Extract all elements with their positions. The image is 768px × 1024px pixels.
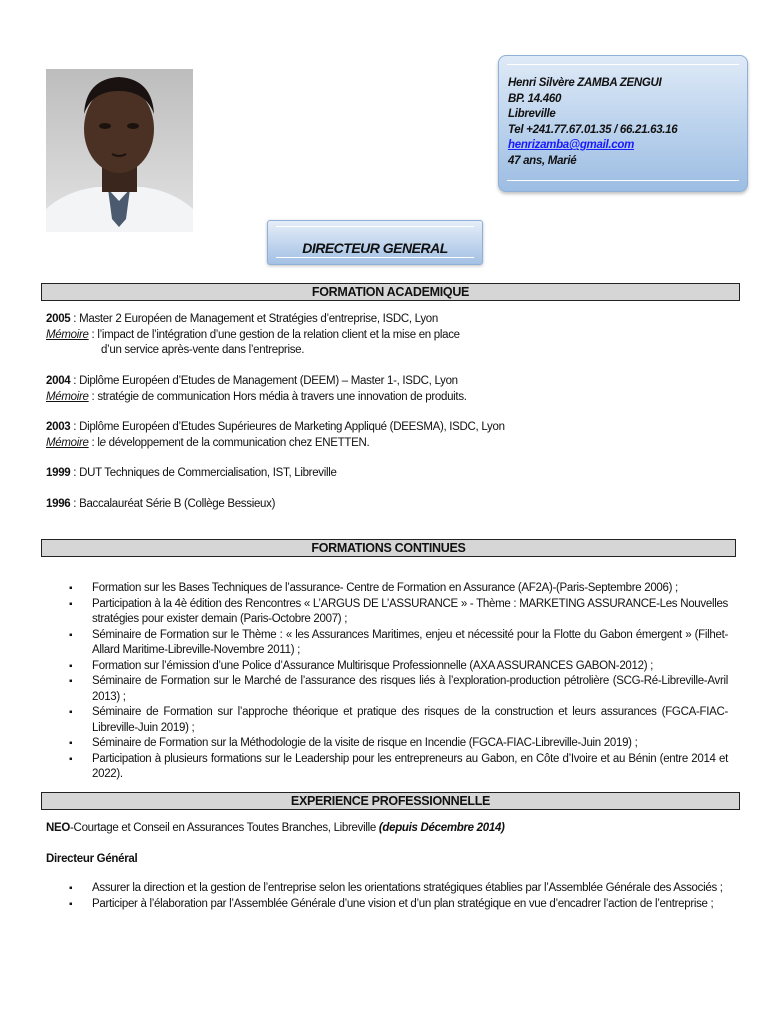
memoire-continuation: d’un service après-vente dans l’entreprise. bbox=[101, 344, 305, 356]
contact-name: Henri Silvère ZAMBA ZENGUI bbox=[508, 77, 662, 89]
academic-entry-1999 bbox=[46, 466, 746, 482]
profile-photo bbox=[46, 69, 193, 232]
entry-text: : Baccalauréat Série B (Collège Bessieux) bbox=[70, 498, 276, 510]
list-item: ▪ Séminaire de Formation sur le Thème : « les Assurances Maritimes, enjeu et nécessité pour la Flotte du Gabon émergent » (Filhet-Allard Maritime-Libreville-Novembre 2011) ; bbox=[46, 628, 728, 659]
contact-age: 47 ans, Marié bbox=[508, 154, 577, 167]
list-item: ▪ Participation à la 4è édition des Rencontres « L’ARGUS DE L’ASSURANCE » - Thème : MARKETING ASSURANCE-Les Nouvelles stratégies pour exister demain (Paris-Octobre 2007) ; bbox=[46, 597, 728, 628]
contact-bottom-rule bbox=[507, 180, 739, 181]
memoire-italic: e bbox=[99, 436, 106, 449]
formations-continues-list bbox=[46, 581, 728, 783]
memoire-rest: développement de la communication chez ENETTEN. bbox=[105, 436, 370, 449]
title-top-rule bbox=[276, 226, 474, 227]
company-name: NEO bbox=[46, 822, 71, 834]
entry-text: : Master 2 Européen de Management et Stratégies d’entreprise, ISDC, Lyon bbox=[70, 313, 438, 325]
list-item: ▪ Formation sur l’émission d’une Police d’Assurance Multirisque Professionnelle (AXA ASSURANCES GABON-2012) ; bbox=[46, 659, 728, 675]
list-item: ▪ Formation sur les Bases Techniques de l’assurance- Centre de Formation en Assurance (AF2A)-(Paris-Septembre 2006) ; bbox=[46, 581, 728, 597]
entry-text: : Diplôme Européen d’Etudes de Management (DEEM) – Master 1-, ISDC, Lyon bbox=[70, 375, 458, 387]
academic-entry-2005 bbox=[46, 312, 746, 359]
job-title-box bbox=[267, 220, 483, 265]
entry-text: : Diplôme Européen d’Etudes Supérieures de Marketing Appliqué (DEESMA), ISDC, Lyon bbox=[70, 421, 505, 433]
memoire-label: Mémoire bbox=[46, 436, 89, 449]
academic-entry-2004 bbox=[46, 374, 746, 405]
contact-top-rule bbox=[507, 64, 739, 65]
list-item: ▪ Séminaire de Formation sur l’approche théorique et pratique des risques de la construction et leurs assurances (FGCA-FIAC-Libreville-Juin 2019) ; bbox=[46, 705, 728, 736]
memoire-label: Mémoire bbox=[46, 328, 89, 341]
section-heading-experience: EXPERIENCE PROFESSIONNELLE bbox=[41, 792, 740, 810]
academic-entry-2003 bbox=[46, 420, 746, 451]
entry-text: : DUT Techniques de Commercialisation, IST, Libreville bbox=[70, 467, 337, 479]
entry-year: 1996 bbox=[46, 498, 71, 510]
contact-lines bbox=[508, 76, 677, 169]
contact-email-link[interactable]: henrizamba@gmail.com bbox=[508, 139, 634, 151]
contact-bp: BP. 14.460 bbox=[508, 92, 562, 105]
list-item: ▪ Assurer la direction et la gestion de l’entreprise selon les orientations stratégiques établies par l’Assemblée Générale des Associés ; bbox=[46, 881, 728, 897]
list-item: ▪ Participer à l’élaboration par l’Assemblée Générale d’une vision et d’un plan stratégique en vue d’encadrer l’action de l’entreprise ; bbox=[46, 897, 728, 913]
list-item: ▪ Participation à plusieurs formations sur le Leadership pour les entrepreneurs au Gabon, en Côte d’Ivoire et au Bénin (entre 2014 et 2022). bbox=[46, 752, 728, 783]
company-description: -Courtage et Conseil en Assurances Toutes Branches, Libreville bbox=[70, 822, 379, 834]
section-heading-formation-academique: FORMATION ACADEMIQUE bbox=[41, 283, 740, 301]
title-bottom-rule bbox=[276, 257, 474, 258]
list-item: ▪ Séminaire de Formation sur la Méthodologie de la visite de risque en Incendie (FGCA-FIAC-Libreville-Juin 2019) ; bbox=[46, 736, 728, 752]
entry-year: 1999 bbox=[46, 467, 71, 479]
contact-tel: Tel +241.77.67.01.35 / 66.21.63.16 bbox=[508, 123, 678, 136]
academic-entry-1996 bbox=[46, 497, 746, 513]
experience-company-line bbox=[46, 821, 746, 837]
list-item: ▪ Séminaire de Formation sur le Marché de l’assurance des risques liés à l’exploration-production pétrolière (SCG-Ré-Libreville-Avril 2013) ; bbox=[46, 674, 728, 705]
entry-year: 2005 bbox=[46, 313, 71, 325]
memoire-label: Mémoire bbox=[46, 390, 89, 403]
memoire-text: : l bbox=[88, 436, 100, 449]
contact-city: Libreville bbox=[508, 108, 556, 120]
section-heading-formations-continues: FORMATIONS CONTINUES bbox=[41, 539, 736, 557]
experience-role: Directeur Général bbox=[46, 853, 138, 865]
entry-year: 2004 bbox=[46, 375, 71, 387]
experience-period: (depuis Décembre 2014) bbox=[378, 822, 505, 834]
memoire-text: : l’impact de l’intégration d’une gestion de la relation client et la mise en place bbox=[88, 328, 460, 341]
portrait-image bbox=[46, 69, 193, 232]
entry-year: 2003 bbox=[46, 421, 71, 433]
job-title: DIRECTEUR GENERAL bbox=[302, 240, 448, 256]
experience-tasks-list bbox=[46, 881, 728, 912]
contact-card bbox=[498, 55, 748, 192]
memoire-text: : stratégie de communication Hors média à travers une innovation de produits. bbox=[88, 390, 467, 403]
